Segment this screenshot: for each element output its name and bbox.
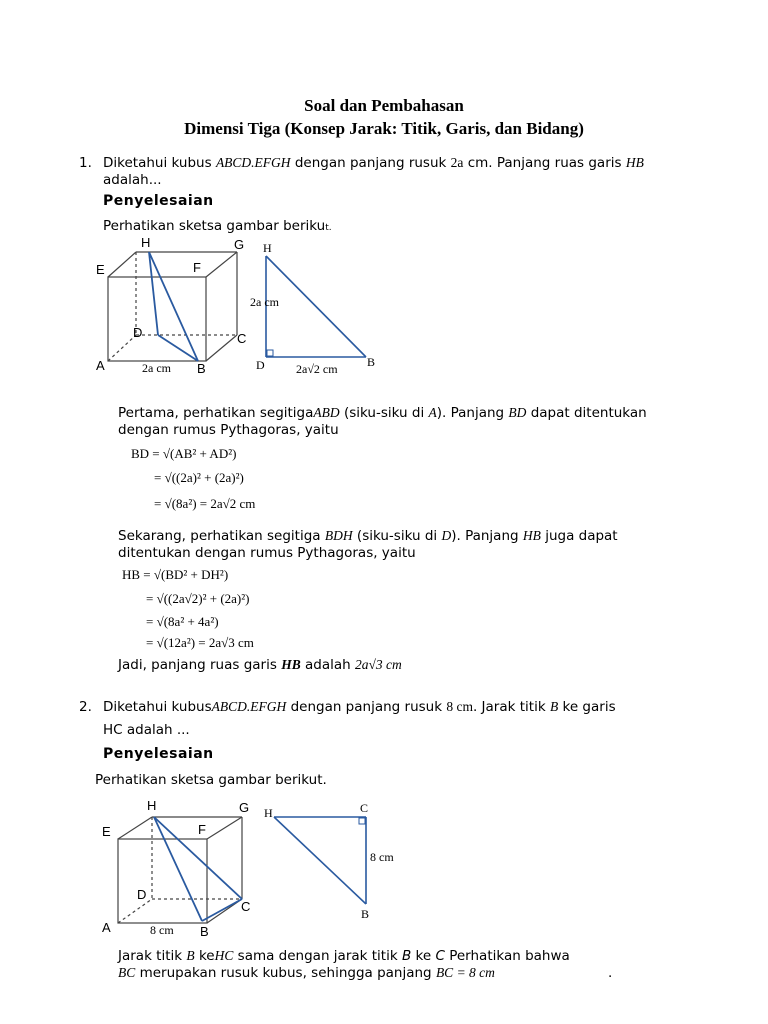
triangle-figure-2 [256,800,406,925]
fig2-label-d: D [137,887,147,902]
q2-paragraph-dot: . [608,965,613,981]
fig2-label-c: C [241,899,251,914]
q1-equation-2-line-1: HB = √(BD² + DH²) [122,567,229,582]
fig1-label-g: G [234,237,245,252]
cube-figure-2 [92,793,257,943]
fig2b-side-length: 8 cm [370,850,394,864]
fig2-label-h: H [147,798,157,813]
fig1-label-h: H [141,235,151,250]
q2-paragraph-line-2: BC merupakan rusuk kubus, sehingga panjang BC = 8 cm [118,965,495,981]
fig1-bottom-length: 2a cm [142,361,171,375]
fig2-label-e: E [102,824,111,839]
title-line-1: Soal dan Pembahasan [304,96,464,115]
fig1-label-d: D [133,325,143,340]
fig2b-label-b: B [361,907,370,921]
fig1-label-a: A [96,358,105,373]
fig1-label-c: C [237,331,247,346]
fig2-label-b: B [200,924,209,939]
q1-equation-1-line-3: = √(8a²) = 2a√2 cm [154,496,256,511]
title-line-2: Dimensi Tiga (Konsep Jarak: Titik, Garis, dan Bidang) [184,119,584,138]
fig1-label-e: E [96,262,105,277]
question-2-line-1: Diketahui kubusABCD.EFGH dengan panjang rusuk 8 cm. Jarak titik B ke garis [103,699,616,715]
q1-equation-2-line-2: = √((2a√2)² + (2a)²) [146,591,250,606]
q1-equation-1-line-1: BD = √(AB² + AD²) [131,446,237,461]
q1-paragraph-2-line-2: ditentukan dengan rumus Pythagoras, yaitu [118,545,416,561]
fig1-label-f: F [193,260,201,275]
q1-equation-2-line-3: = √(8a² + 4a²) [146,614,219,629]
fig1b-label-h: H [263,241,272,255]
q1-paragraph-2-line-1: Sekarang, perhatikan segitiga BDH (siku-siku di D). Panjang HB juga dapat [118,528,618,544]
fig2-label-g: G [239,800,250,815]
question-1-sketch-intro: Perhatikan sketsa gambar berikut. [103,218,332,234]
fig1b-label-b: B [367,355,376,369]
question-2-heading: Penyelesaian [103,746,214,762]
fig1-label-b: B [197,361,206,376]
fig2-bottom-length: 8 cm [150,923,174,937]
fig1b-bottom-length: 2a√2 cm [296,362,338,376]
triangle-figure-1 [246,238,386,378]
question-2-number: 2. [79,699,92,715]
q2-paragraph-line-1: Jarak titik B keHC sama dengan jarak titik B ke C Perhatikan bahwa [118,948,570,964]
q1-equation-1-line-2: = √((2a)² + (2a)²) [154,470,244,485]
question-2-line-2: HC adalah ... [103,722,190,738]
q1-conclusion: Jadi, panjang ruas garis HB adalah 2a√3 cm [118,657,402,673]
question-2-sketch-intro: Perhatikan sketsa gambar berikut. [95,772,327,788]
q1-paragraph-1-line-2: dengan rumus Pythagoras, yaitu [118,422,339,438]
q1-paragraph-1-line-1: Pertama, perhatikan segitigaABD (siku-siku di A). Panjang BD dapat ditentukan [118,405,647,421]
fig2b-label-c: C [360,801,369,815]
fig1b-label-d: D [256,358,265,372]
question-1-line-1: Diketahui kubus ABCD.EFGH dengan panjang rusuk 2a cm. Panjang ruas garis HB [103,155,644,171]
question-1-heading: Penyelesaian [103,193,214,209]
fig2b-label-h: H [264,806,273,820]
fig2-label-a: A [102,920,111,935]
question-1-number: 1. [79,155,92,171]
fig2-label-f: F [198,822,206,837]
q1-equation-2-line-4: = √(12a²) = 2a√3 cm [146,635,254,650]
question-1-line-2: adalah... [103,172,162,188]
cube-figure-1 [92,232,252,377]
fig1b-side-length: 2a cm [250,295,279,309]
